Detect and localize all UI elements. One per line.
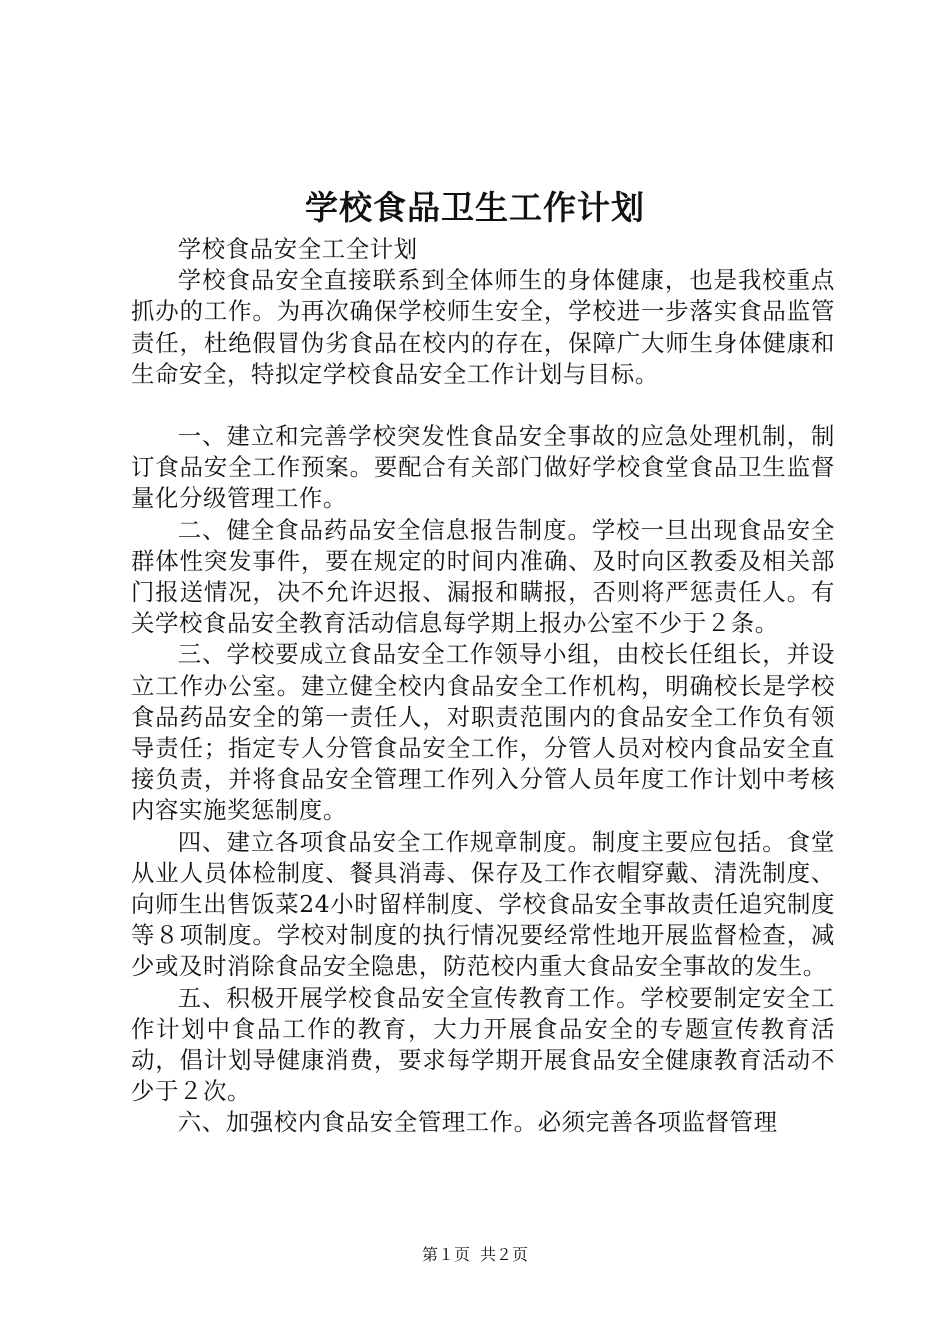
page-footer	[0, 1244, 950, 1266]
paragraph-item-5: 五、积极开展学校食品安全宣传教育工作。学校要制定安全工作计划中食品工作的教育，大力开展食品安全的专题宣传教育活动，倡计划导健康消费，要求每学期开展食品安全健康教育活动不少于２次。	[131, 983, 835, 1106]
page-total: 共２页	[480, 1245, 529, 1264]
page-number: 第１页	[421, 1245, 470, 1264]
paragraph-item-1: 一、建立和完善学校突发性食品安全事故的应急处理机制，制订食品安全工作预案。要配合有关部门做好学校食堂食品卫生监督量化分级管理工作。	[131, 422, 835, 513]
paragraph-subtitle: 学校食品安全工全计划	[177, 235, 418, 263]
paragraph-item-4: 四、建立各项食品安全工作规章制度。制度主要应包括。食堂从业人员体检制度、餐具消毒、保存及工作衣帽穿戴、清洗制度、向师生出售饭菜24小时留样制度、学校食品安全事故责任追究制度等８项制度。学校对制度的执行情况要经常性地开展监督检查，减少或及时消除食品安全隐患，防范校内重大食品安全事故的发生。	[131, 827, 835, 981]
paragraph-item-3: 三、学校要成立食品安全工作领导小组，由校长任组长，并设立工作办公室。建立健全校内食品安全工作机构，明确校长是学校食品药品安全的第一责任人，对职责范围内的食品安全工作负有领导责任；指定专人分管食品安全工作，分管人员对校内食品安全直接负责，并将食品安全管理工作列入分管人员年度工作计划中考核内容实施奖惩制度。	[131, 640, 835, 825]
paragraph-intro: 学校食品安全直接联系到全体师生的身体健康，也是我校重点抓办的工作。为再次确保学校师生安全，学校进一步落实食品监管责任，杜绝假冒伪劣食品在校内的存在，保障广大师生身体健康和生命安全，特拟定学校食品安全工作计划与目标。	[131, 266, 835, 388]
document-body	[131, 234, 835, 1139]
paragraph-item-2: 二、健全食品药品安全信息报告制度。学校一旦出现食品安全群体性突发事件，要在规定的时间内准确、及时向区教委及相关部门报送情况，决不允许迟报、漏报和瞒报，否则将严惩责任人。有关学校食品安全教育活动信息每学期上报办公室不少于２条。	[131, 515, 835, 638]
document-title: 学校食品卫生工作计划	[305, 188, 645, 227]
paragraph-item-6: 六、加强校内食品安全管理工作。必须完善各项监督管理	[177, 1108, 778, 1137]
